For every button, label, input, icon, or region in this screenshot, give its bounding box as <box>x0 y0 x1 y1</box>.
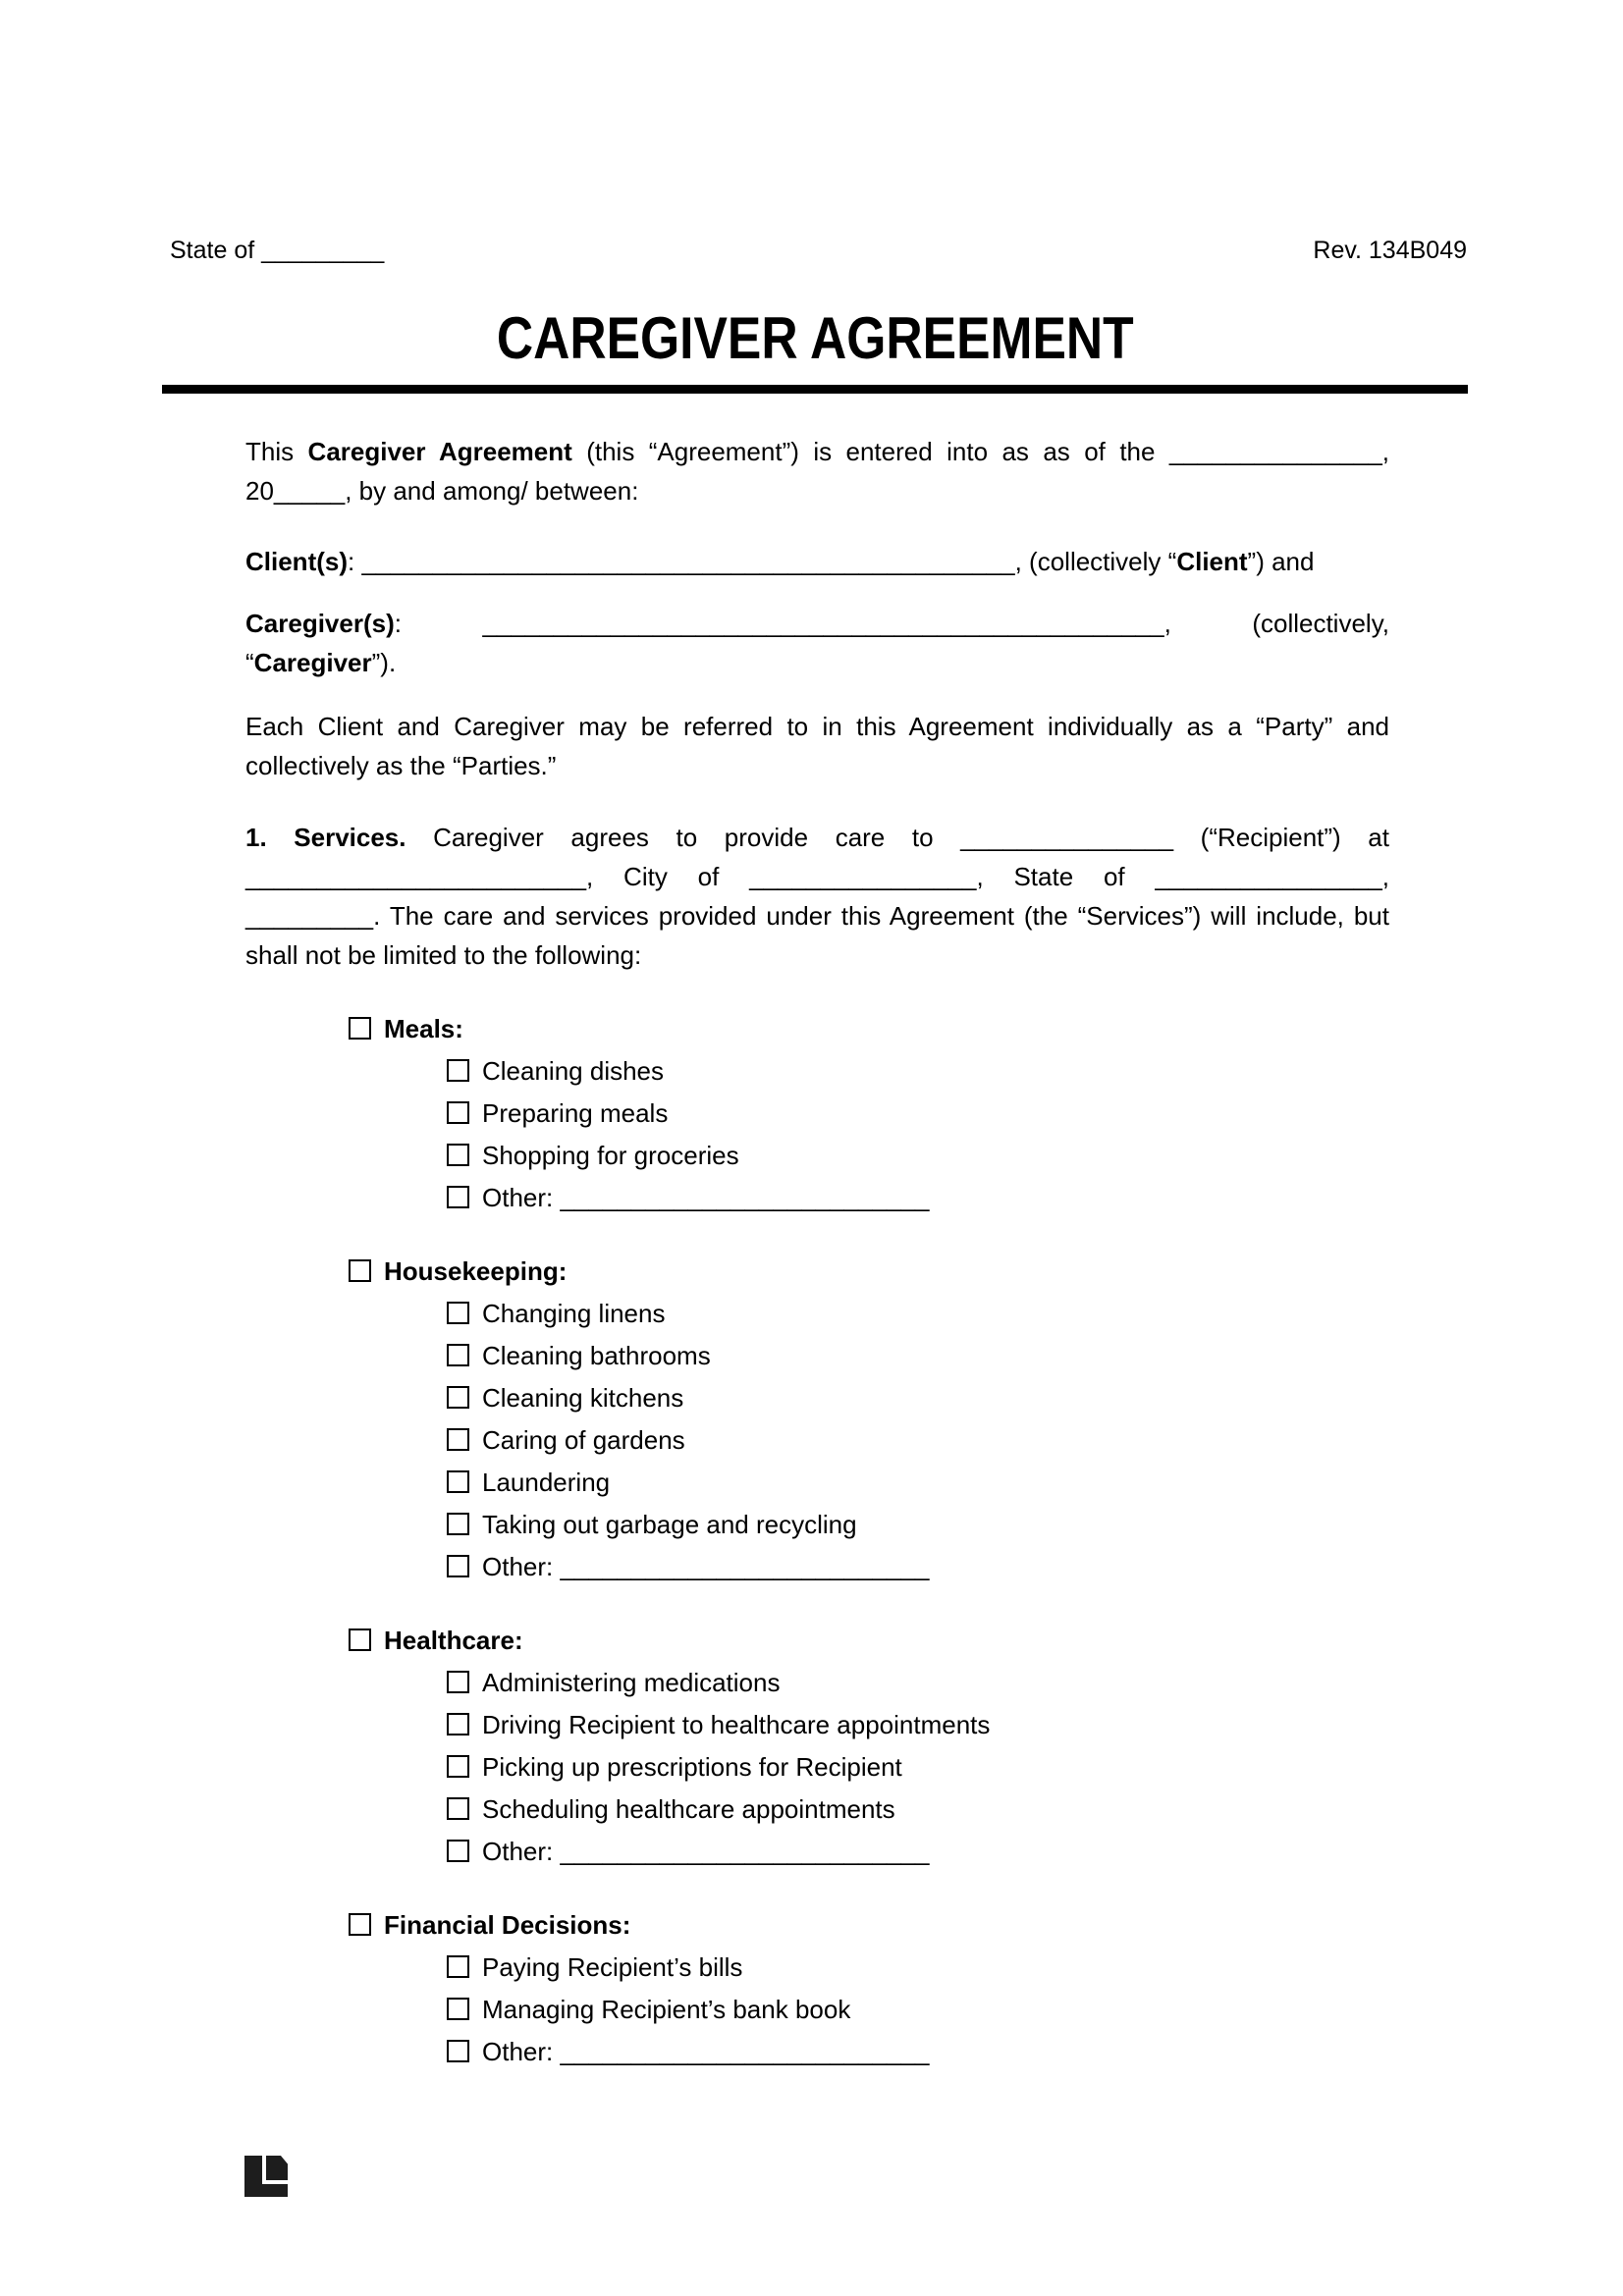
checklist-item-label: Taking out garbage and recycling <box>482 1510 857 1539</box>
checklist-group-label: Healthcare: <box>384 1626 523 1655</box>
checkbox-icon[interactable] <box>447 1755 469 1778</box>
checklist-item <box>447 1746 1389 1789</box>
checklist-item-other <box>447 2031 1389 2073</box>
checklist-item <box>447 1462 1389 1504</box>
checkbox-icon[interactable] <box>447 1470 469 1493</box>
parties-paragraph: Each Client and Caregiver may be referred to in this Agreement individually as a “Party” and collectively as the “Parties.” <box>245 712 1389 780</box>
checkbox-icon[interactable] <box>349 1629 371 1651</box>
checkbox-icon[interactable] <box>447 1797 469 1820</box>
checkbox-icon[interactable] <box>447 1713 469 1735</box>
checkbox-icon[interactable] <box>349 1913 371 1936</box>
checklist-item-label: Scheduling healthcare appointments <box>482 1794 895 1824</box>
page-header <box>170 236 1467 265</box>
group-heading <box>349 1620 1389 1662</box>
checkbox-icon[interactable] <box>349 1259 371 1282</box>
checklist-item <box>447 1093 1389 1135</box>
document-body <box>245 432 1389 2105</box>
checklist-item-label: Driving Recipient to healthcare appointments <box>482 1710 991 1739</box>
checklist-item-other <box>447 1546 1389 1588</box>
checklist-item-other <box>447 1177 1389 1219</box>
client-post-text: ”) and <box>1247 547 1315 576</box>
checklist-item <box>447 1377 1389 1419</box>
services-text: Caregiver agrees to provide care to _______________ (“Recipient”) at ________________________, City of ________________, State of ________________, _________. The care and services provided under this Agreement (the “Services”) will include, but shall not be limited to the following: <box>245 823 1389 970</box>
intro-pre-text: This <box>245 437 308 466</box>
checklist-item-label: Cleaning kitchens <box>482 1383 684 1413</box>
checklist-item-label: Preparing meals <box>482 1098 669 1128</box>
checkbox-icon[interactable] <box>447 1428 469 1451</box>
checklist-item <box>447 1504 1389 1546</box>
checkbox-icon[interactable] <box>349 1017 371 1040</box>
checklist-item <box>447 1789 1389 1831</box>
checkbox-icon[interactable] <box>447 1144 469 1166</box>
checkbox-icon[interactable] <box>447 1955 469 1978</box>
checklist-item <box>447 1947 1389 1989</box>
checklist-item-label: Cleaning bathrooms <box>482 1341 711 1370</box>
title-rule <box>162 385 1468 394</box>
checklist-item <box>447 1335 1389 1377</box>
page-title: CAREGIVER AGREEMENT <box>496 305 1134 371</box>
services-section-heading: 1. Services. <box>245 823 406 852</box>
checklist-group-housekeeping <box>245 1251 1389 1588</box>
logo-horizontal-bar <box>244 2184 288 2197</box>
legal-templates-logo-icon <box>244 2156 288 2197</box>
checklist-item-label: Caring of gardens <box>482 1425 685 1455</box>
checklist-item <box>447 1135 1389 1177</box>
checklist-item-label: Picking up prescriptions for Recipient <box>482 1752 902 1782</box>
caregiver-post-text: ”). <box>371 648 397 677</box>
checklist-item <box>447 1989 1389 2031</box>
group-heading <box>349 1008 1389 1050</box>
checklist-item-label: Managing Recipient’s bank book <box>482 1995 851 2024</box>
checklist-item <box>447 1419 1389 1462</box>
checklist-item-label: Other: __________________________ <box>482 1837 930 1866</box>
checkbox-icon[interactable] <box>447 1186 469 1208</box>
checkbox-icon[interactable] <box>447 1513 469 1535</box>
caregiver-term: Caregiver <box>253 648 372 677</box>
intro-post-text: (this “Agreement”) is entered into as as of the _______________, 20_____, by and among/ between: <box>245 437 1390 506</box>
checkbox-icon[interactable] <box>447 1671 469 1693</box>
checkbox-icon[interactable] <box>447 1344 469 1366</box>
title-wrap <box>162 305 1468 371</box>
checklist-item-label: Other: __________________________ <box>482 1552 930 1581</box>
checkbox-icon[interactable] <box>447 1101 469 1124</box>
group-heading <box>349 1904 1389 1947</box>
client-label: Client(s) <box>245 547 348 576</box>
checklist-item-label: Shopping for groceries <box>482 1141 739 1170</box>
checklist-group-meals <box>245 1008 1389 1219</box>
checklist-item-label: Changing linens <box>482 1299 666 1328</box>
group-heading <box>349 1251 1389 1293</box>
checkbox-icon[interactable] <box>447 1059 469 1082</box>
client-term: Client <box>1176 547 1248 576</box>
checklist-group-financial-decisions <box>245 1904 1389 2073</box>
checklist-item <box>447 1050 1389 1093</box>
checklist-group-label: Housekeeping: <box>384 1256 568 1286</box>
checkbox-icon[interactable] <box>447 1386 469 1409</box>
checklist-item-label: Paying Recipient’s bills <box>482 1952 743 1982</box>
checkbox-icon[interactable] <box>447 1302 469 1324</box>
checkbox-icon[interactable] <box>447 1555 469 1577</box>
checklist-item-other <box>447 1831 1389 1873</box>
checklist-item-label: Cleaning dishes <box>482 1056 665 1086</box>
checklist-item-label: Other: __________________________ <box>482 1183 930 1212</box>
checklist-group-label: Financial Decisions: <box>384 1910 631 1940</box>
intro-paragraph <box>245 432 1389 510</box>
checklist-group-healthcare <box>245 1620 1389 1873</box>
checklist-item <box>447 1293 1389 1335</box>
checkbox-icon[interactable] <box>447 1998 469 2020</box>
services-paragraph <box>245 818 1389 975</box>
checklist-item-label: Other: __________________________ <box>482 2037 930 2066</box>
checklist-group-label: Meals: <box>384 1014 463 1043</box>
checkbox-icon[interactable] <box>447 1840 469 1862</box>
logo-notched-square <box>266 2156 288 2180</box>
checkbox-icon[interactable] <box>447 2040 469 2062</box>
caregiver-paragraph <box>245 604 1389 682</box>
agreement-term: Caregiver Agreement <box>307 437 572 466</box>
caregiver-label: Caregiver(s) <box>245 609 395 638</box>
checklist-item-label: Laundering <box>482 1468 611 1497</box>
checklist-item <box>447 1662 1389 1704</box>
state-of-line: State of _________ <box>170 237 385 264</box>
checklist-item-label: Administering medications <box>482 1668 781 1697</box>
client-paragraph <box>245 542 1389 581</box>
checklist-item <box>447 1704 1389 1746</box>
revision-number: Rev. 134B049 <box>1313 237 1467 264</box>
client-blank-line: : ______________________________________________, (collectively “ <box>348 547 1177 576</box>
caregiver-blank-line: : ________________________________________________, (collectively, “ <box>245 609 1389 677</box>
